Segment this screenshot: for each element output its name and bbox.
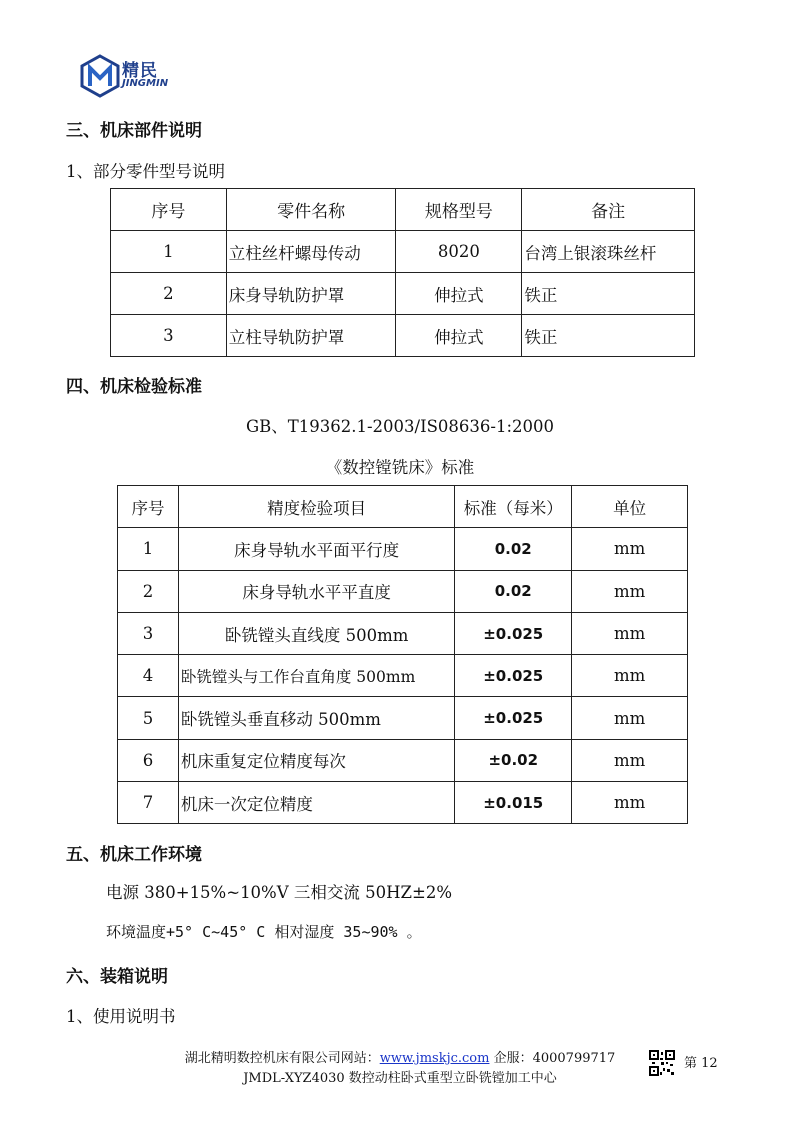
cell-unit: mm — [572, 528, 688, 570]
cell-model: 伸拉式 — [396, 315, 522, 357]
cell-part-name: 立柱丝杆螺母传动 — [226, 231, 396, 273]
table-row — [118, 612, 688, 654]
cell-inspection-item: 卧铣镗头与工作台直角度 500mm — [178, 655, 454, 697]
section-3-heading: 三、机床部件说明 — [66, 121, 202, 141]
qr-code-icon — [649, 1050, 675, 1076]
cell-inspection-item: 机床一次定位精度 — [178, 782, 454, 824]
header-inspection-item: 精度检验项目 — [178, 486, 454, 528]
cell-inspection-item: 卧铣镗头垂直移动 500mm — [178, 697, 454, 739]
cell-remark: 铁正 — [522, 273, 695, 315]
cell-remark: 铁正 — [522, 315, 695, 357]
table-row — [118, 570, 688, 612]
table-header-row — [111, 189, 695, 231]
table-row — [118, 697, 688, 739]
cell-standard: ±0.02 — [455, 739, 572, 781]
section-4-heading: 四、机床检验标准 — [66, 377, 202, 397]
cell-unit: mm — [572, 739, 688, 781]
footer-service: 企服：4000799717 — [489, 1051, 616, 1066]
section-5-heading: 五、机床工作环境 — [66, 845, 202, 865]
inspection-table — [117, 485, 688, 824]
standard-code: GB、T19362.1-2003/IS08636-1:2000 — [245, 417, 555, 436]
header-index: 序号 — [111, 189, 227, 231]
cell-unit: mm — [572, 570, 688, 612]
cell-standard: ±0.015 — [455, 782, 572, 824]
cell-index: 7 — [118, 782, 179, 824]
jingmin-logo-icon — [80, 54, 120, 98]
table-row — [118, 782, 688, 824]
table-row — [111, 315, 695, 357]
company-logo — [80, 54, 200, 100]
cell-model: 伸拉式 — [396, 273, 522, 315]
table-row — [118, 739, 688, 781]
cell-inspection-item: 卧铣镗头直线度 500mm — [178, 612, 454, 654]
section-3-subheading: 1、部分零件型号说明 — [66, 162, 225, 181]
logo-text-en: JINGMIN — [122, 78, 169, 89]
cell-index: 3 — [118, 612, 179, 654]
cell-unit: mm — [572, 782, 688, 824]
logo-text-cn: 精民 — [122, 61, 158, 81]
header-standard: 标准（每米） — [455, 486, 572, 528]
page-number: 第 12 — [684, 1056, 718, 1071]
header-remark: 备注 — [522, 189, 695, 231]
cell-index: 6 — [118, 739, 179, 781]
cell-index: 2 — [111, 273, 227, 315]
cell-part-name: 床身导轨防护罩 — [226, 273, 396, 315]
cell-standard: 0.02 — [455, 528, 572, 570]
cell-index: 1 — [111, 231, 227, 273]
power-spec: 电源 380+15%~10%V 三相交流 50HZ±2% — [106, 883, 452, 902]
cell-inspection-item: 床身导轨水平平直度 — [178, 570, 454, 612]
cell-unit: mm — [572, 697, 688, 739]
cell-index: 5 — [118, 697, 179, 739]
table-row — [118, 655, 688, 697]
cell-index: 3 — [111, 315, 227, 357]
footer-model-line: JMDL-XYZ4030 数控动柱卧式重型立卧铣镗加工中心 — [243, 1071, 557, 1086]
cell-index: 2 — [118, 570, 179, 612]
table-row — [111, 231, 695, 273]
table-row — [111, 273, 695, 315]
footer-company: 湖北精明数控机床有限公司网站： — [184, 1051, 380, 1066]
cell-remark: 台湾上银滚珠丝杆 — [522, 231, 695, 273]
cell-index: 4 — [118, 655, 179, 697]
cell-index: 1 — [118, 528, 179, 570]
table-row — [118, 528, 688, 570]
table-header-row — [118, 486, 688, 528]
header-index: 序号 — [118, 486, 179, 528]
parts-table — [110, 188, 695, 357]
footer-website-link[interactable]: www.jmskjc.com — [379, 1051, 490, 1066]
cell-standard: ±0.025 — [455, 697, 572, 739]
environment-spec: 环境温度+5° C~45° C 相对湿度 35~90% 。 — [106, 923, 422, 941]
section-6-subheading: 1、使用说明书 — [66, 1007, 176, 1026]
cell-part-name: 立柱导轨防护罩 — [226, 315, 396, 357]
cell-unit: mm — [572, 655, 688, 697]
cell-inspection-item: 机床重复定位精度每次 — [178, 739, 454, 781]
footer-company-line — [0, 1047, 800, 1066]
cell-model: 8020 — [396, 231, 522, 273]
cell-standard: ±0.025 — [455, 612, 572, 654]
standard-name: 《数控镗铣床》标准 — [325, 458, 475, 477]
header-model: 规格型号 — [396, 189, 522, 231]
section-6-heading: 六、装箱说明 — [66, 967, 168, 987]
header-unit: 单位 — [572, 486, 688, 528]
header-part-name: 零件名称 — [226, 189, 396, 231]
cell-standard: ±0.025 — [455, 655, 572, 697]
cell-standard: 0.02 — [455, 570, 572, 612]
cell-inspection-item: 床身导轨水平面平行度 — [178, 528, 454, 570]
cell-unit: mm — [572, 612, 688, 654]
